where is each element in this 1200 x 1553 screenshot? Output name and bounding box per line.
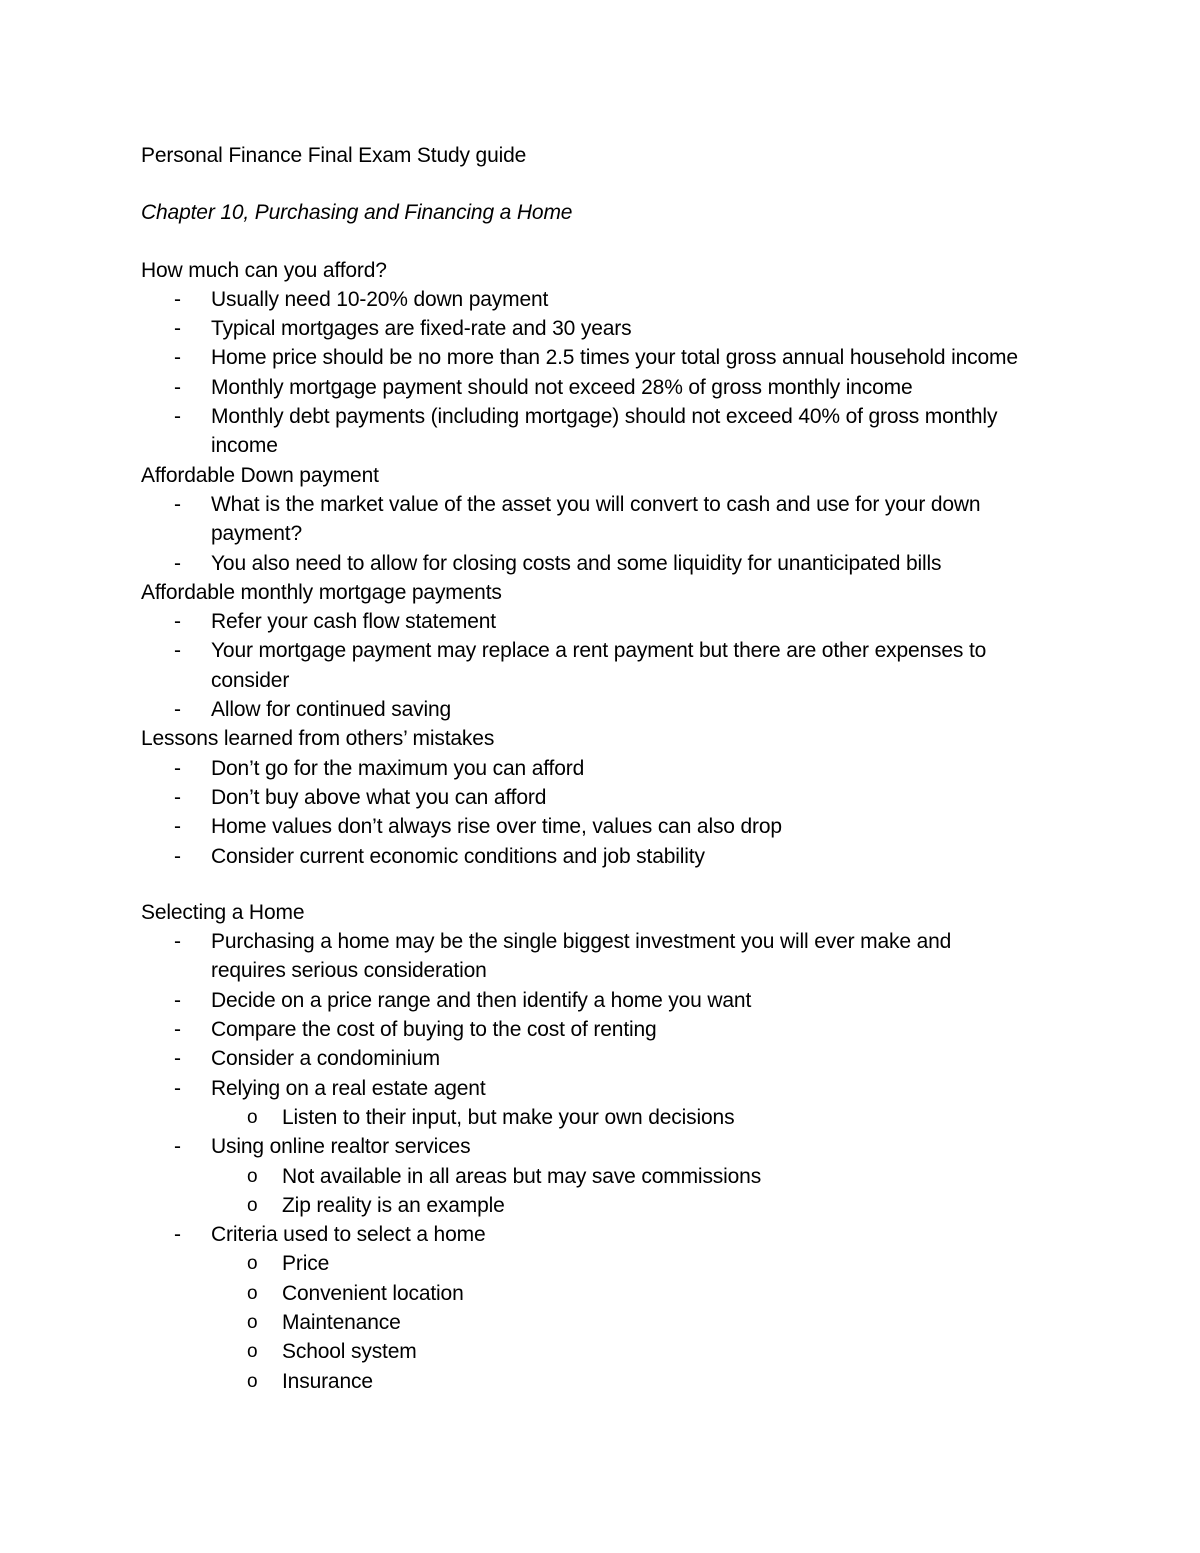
list-item-text: Criteria used to select a home [211,1223,486,1247]
list-item-text: You also need to allow for closing costs and some liquidity for unanticipated bills [211,551,942,575]
list-item-text: Compare the cost of buying to the cost of renting [211,1018,657,1042]
section-heading: Lessons learned from others’ mistakes [141,727,495,751]
dash-bullet: - [174,287,181,311]
circle-bullet: o [247,1311,258,1333]
dash-bullet: - [174,551,181,575]
dash-bullet: - [174,1135,181,1159]
dash-bullet: - [174,1223,181,1247]
section-heading: Affordable monthly mortgage payments [141,580,502,604]
list-item [141,927,1031,986]
dash-bullet: - [174,844,181,868]
list-item [141,343,1071,372]
list-item-text: Home price should be no more than 2.5 times your total gross annual household income [211,346,1018,370]
list-item [141,636,1031,695]
sub-list-item-text: Not available in all areas but may save commissions [282,1164,762,1188]
sub-list-item [211,1337,1071,1366]
dash-bullet: - [174,1047,181,1071]
sub-list-item [211,1162,1071,1191]
sub-list-item-text: Zip reality is an example [282,1193,505,1217]
list-item-text: Consider current economic conditions and job stability [211,844,705,868]
bullet-list [141,490,1101,578]
dash-bullet: - [174,375,181,399]
list-item [141,607,1071,636]
dash-bullet: - [174,346,181,370]
section-selecting-home [141,898,1101,1396]
circle-bullet: o [247,1370,258,1392]
sub-bullet-list [211,1162,1071,1221]
sub-list-item-text: Price [282,1252,330,1276]
list-item [141,754,1071,783]
dash-bullet: - [174,988,181,1012]
list-item [141,986,1071,1015]
circle-bullet: o [247,1253,258,1275]
document-title: Personal Finance Final Exam Study guide [141,144,527,167]
dash-bullet: - [174,698,181,722]
sub-list-item [211,1367,1071,1396]
list-item-text: Monthly mortgage payment should not exceed 28% of gross monthly income [211,375,913,399]
list-item-text: Typical mortgages are fixed-rate and 30 years [211,317,632,341]
sub-list-item [211,1279,1071,1308]
list-item [141,402,1041,461]
sub-list-item-text: School system [282,1340,417,1364]
bullet-list [141,927,1101,1396]
dash-bullet: - [174,405,181,429]
dash-bullet: - [174,610,181,634]
list-item-text: Refer your cash flow statement [211,610,496,634]
list-item-text: Your mortgage payment may replace a rent payment but there are other expenses to consider [211,639,987,692]
list-item [141,812,1071,841]
section-heading: Selecting a Home [141,900,305,924]
list-item [141,373,1071,402]
list-item-text: What is the market value of the asset you will convert to cash and use for your down payment? [211,492,981,546]
list-item [141,490,1031,549]
dash-bullet: - [174,930,181,954]
list-item [141,1074,1071,1133]
list-item-text: Usually need 10-20% down payment [211,287,549,311]
list-item-text: Relying on a real estate agent [211,1076,486,1100]
dash-bullet: - [174,815,181,839]
sub-list-item-text: Maintenance [282,1310,401,1334]
section-down-payment [141,461,1101,578]
chapter-heading: Chapter 10, Purchasing and Financing a Home [141,201,573,225]
sub-list-item [211,1191,1071,1220]
list-item-text: Purchasing a home may be the single biggest investment you will ever make and requires serious consideration [211,930,952,983]
sub-list-item [211,1103,1071,1132]
list-item [141,1220,1071,1396]
section-heading: Affordable Down payment [141,463,379,487]
dash-bullet: - [174,639,181,663]
circle-bullet: o [247,1194,258,1216]
sub-bullet-list [211,1103,1071,1132]
dash-bullet: - [174,1076,181,1100]
list-item [141,783,1071,812]
list-item-text: Using online realtor services [211,1135,471,1159]
circle-bullet: o [247,1341,258,1363]
bullet-list [141,607,1101,724]
list-item-text: Decide on a price range and then identify a home you want [211,988,752,1012]
sub-list-item [211,1308,1071,1337]
list-item [141,549,1071,578]
list-item-text: Allow for continued saving [211,698,452,722]
list-item-text: Don’t buy above what you can afford [211,785,547,809]
bullet-list [141,754,1101,871]
circle-bullet: o [247,1165,258,1187]
sub-list-item-text: Insurance [282,1369,373,1393]
document-page [141,141,1101,1396]
dash-bullet: - [174,756,181,780]
sub-list-item-text: Convenient location [282,1281,464,1305]
dash-bullet: - [174,785,181,809]
list-item-text: Monthly debt payments (including mortgage) should not exceed 40% of gross monthly income [211,405,998,458]
list-item-text: Consider a condominium [211,1047,440,1071]
blank-line [141,871,1101,898]
bullet-list [141,285,1101,461]
list-item [141,1015,1071,1044]
section-heading: How much can you afford? [141,258,387,282]
circle-bullet: o [247,1106,258,1128]
list-item [141,842,1071,871]
sub-bullet-list [211,1249,1071,1395]
list-item [141,695,1071,724]
section-monthly-payments [141,578,1101,724]
list-item [141,1044,1071,1073]
dash-bullet: - [174,492,181,516]
dash-bullet: - [174,1018,181,1042]
list-item [141,1132,1071,1220]
section-lessons [141,724,1101,870]
circle-bullet: o [247,1282,258,1304]
section-how-much [141,256,1101,461]
list-item-text: Don’t go for the maximum you can afford [211,756,585,780]
list-item [141,314,1071,343]
list-item-text: Home values don’t always rise over time, values can also drop [211,815,782,839]
list-item [141,285,1071,314]
sub-list-item [211,1249,1071,1278]
sub-list-item-text: Listen to their input, but make your own decisions [282,1105,735,1129]
dash-bullet: - [174,317,181,341]
